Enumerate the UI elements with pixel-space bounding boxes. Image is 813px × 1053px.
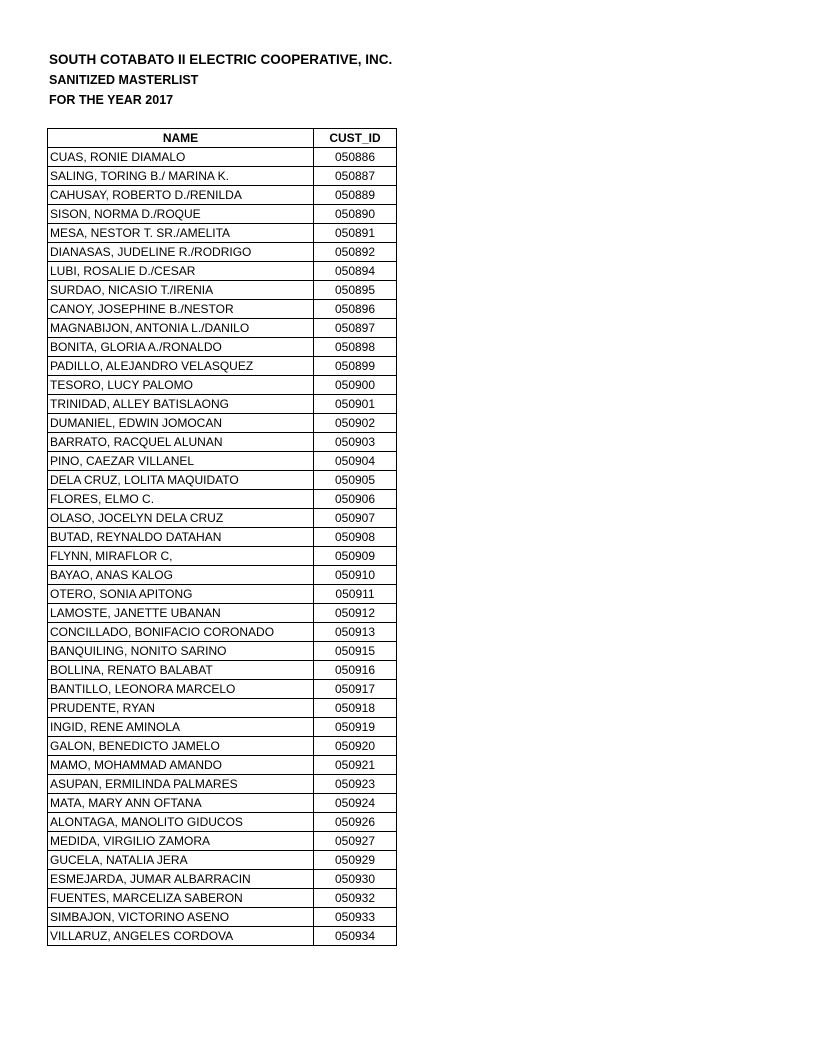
table-row (48, 604, 397, 623)
customer-name-cell: LUBI, ROSALIE D./CESAR (48, 262, 314, 281)
customer-name-cell: CONCILLADO, BONIFACIO CORONADO (48, 623, 314, 642)
table-row (48, 433, 397, 452)
table-body (48, 148, 397, 946)
table-row (48, 870, 397, 889)
customer-id-cell: 050895 (314, 281, 397, 300)
table-row (48, 205, 397, 224)
customer-name-cell: BUTAD, REYNALDO DATAHAN (48, 528, 314, 547)
customer-id-cell: 050896 (314, 300, 397, 319)
table-row (48, 642, 397, 661)
customer-name-cell: MATA, MARY ANN OFTANA (48, 794, 314, 813)
customer-id-cell: 050919 (314, 718, 397, 737)
table-row (48, 281, 397, 300)
customer-name-cell: ESMEJARDA, JUMAR ALBARRACIN (48, 870, 314, 889)
customer-name-cell: INGID, RENE AMINOLA (48, 718, 314, 737)
table-row (48, 566, 397, 585)
table-row (48, 756, 397, 775)
customer-id-cell: 050887 (314, 167, 397, 186)
table-row (48, 813, 397, 832)
customer-name-cell: PINO, CAEZAR VILLANEL (48, 452, 314, 471)
table-row (48, 775, 397, 794)
table-row (48, 908, 397, 927)
customer-id-cell: 050889 (314, 186, 397, 205)
customer-id-cell: 050909 (314, 547, 397, 566)
customer-id-cell: 050892 (314, 243, 397, 262)
table-row (48, 471, 397, 490)
customer-id-cell: 050906 (314, 490, 397, 509)
customer-id-cell: 050903 (314, 433, 397, 452)
customer-name-cell: DELA CRUZ, LOLITA MAQUIDATO (48, 471, 314, 490)
customer-name-cell: TESORO, LUCY PALOMO (48, 376, 314, 395)
customer-id-cell: 050927 (314, 832, 397, 851)
customer-id-cell: 050908 (314, 528, 397, 547)
table-row (48, 889, 397, 908)
customer-id-cell: 050921 (314, 756, 397, 775)
customer-id-cell: 050886 (314, 148, 397, 167)
customer-id-cell: 050932 (314, 889, 397, 908)
customer-id-cell: 050907 (314, 509, 397, 528)
table-row (48, 547, 397, 566)
table-row (48, 414, 397, 433)
table-row (48, 243, 397, 262)
customer-name-cell: GUCELA, NATALIA JERA (48, 851, 314, 870)
customer-name-cell: PRUDENTE, RYAN (48, 699, 314, 718)
customer-name-cell: TRINIDAD, ALLEY BATISLAONG (48, 395, 314, 414)
customer-name-cell: BANQUILING, NONITO SARINO (48, 642, 314, 661)
customer-name-cell: BARRATO, RACQUEL ALUNAN (48, 433, 314, 452)
customer-name-cell: OLASO, JOCELYN DELA CRUZ (48, 509, 314, 528)
customer-name-cell: DUMANIEL, EDWIN JOMOCAN (48, 414, 314, 433)
organization-title: SOUTH COTABATO II ELECTRIC COOPERATIVE, INC. (49, 52, 393, 67)
customer-name-cell: ALONTAGA, MANOLITO GIDUCOS (48, 813, 314, 832)
customer-id-cell: 050904 (314, 452, 397, 471)
table-row (48, 528, 397, 547)
customer-name-cell: BAYAO, ANAS KALOG (48, 566, 314, 585)
customer-name-cell: VILLARUZ, ANGELES CORDOVA (48, 927, 314, 946)
customer-name-cell: CUAS, RONIE DIAMALO (48, 148, 314, 167)
customer-name-cell: SURDAO, NICASIO T./IRENIA (48, 281, 314, 300)
customer-name-cell: FLYNN, MIRAFLOR C, (48, 547, 314, 566)
customer-id-cell: 050902 (314, 414, 397, 433)
customer-id-cell: 050915 (314, 642, 397, 661)
customer-name-cell: BANTILLO, LEONORA MARCELO (48, 680, 314, 699)
customer-id-cell: 050923 (314, 775, 397, 794)
table-row (48, 832, 397, 851)
customer-name-cell: SISON, NORMA D./ROQUE (48, 205, 314, 224)
customer-id-cell: 050926 (314, 813, 397, 832)
table-row (48, 927, 397, 946)
customer-name-cell: MAGNABIJON, ANTONIA L./DANILO (48, 319, 314, 338)
table-row (48, 490, 397, 509)
customer-name-cell: SIMBAJON, VICTORINO ASENO (48, 908, 314, 927)
table-row (48, 851, 397, 870)
customer-id-cell: 050912 (314, 604, 397, 623)
customer-name-cell: MAMO, MOHAMMAD AMANDO (48, 756, 314, 775)
table-row (48, 623, 397, 642)
customer-id-cell: 050891 (314, 224, 397, 243)
customer-name-cell: ASUPAN, ERMILINDA PALMARES (48, 775, 314, 794)
customer-name-cell: CANOY, JOSEPHINE B./NESTOR (48, 300, 314, 319)
customer-name-cell: SALING, TORING B./ MARINA K. (48, 167, 314, 186)
customer-id-cell: 050933 (314, 908, 397, 927)
customer-name-cell: BONITA, GLORIA A./RONALDO (48, 338, 314, 357)
customer-name-cell: FLORES, ELMO C. (48, 490, 314, 509)
table-row (48, 585, 397, 604)
customer-name-cell: FUENTES, MARCELIZA SABERON (48, 889, 314, 908)
customer-id-cell: 050894 (314, 262, 397, 281)
year-line: FOR THE YEAR 2017 (49, 93, 174, 107)
customer-id-cell: 050929 (314, 851, 397, 870)
table-row (48, 680, 397, 699)
table-row (48, 509, 397, 528)
cust-id-column-header: CUST_ID (314, 129, 397, 148)
table-row (48, 357, 397, 376)
customer-name-cell: PADILLO, ALEJANDRO VELASQUEZ (48, 357, 314, 376)
table-row (48, 300, 397, 319)
customer-id-cell: 050890 (314, 205, 397, 224)
customer-id-cell: 050913 (314, 623, 397, 642)
document-header (49, 50, 392, 110)
customer-name-cell: GALON, BENEDICTO JAMELO (48, 737, 314, 756)
table-header-row (48, 129, 397, 148)
customer-id-cell: 050899 (314, 357, 397, 376)
table-row (48, 794, 397, 813)
customer-id-cell: 050930 (314, 870, 397, 889)
customer-id-cell: 050897 (314, 319, 397, 338)
table-row (48, 338, 397, 357)
customer-id-cell: 050924 (314, 794, 397, 813)
table-row (48, 224, 397, 243)
table-row (48, 376, 397, 395)
table-row (48, 319, 397, 338)
table-row (48, 661, 397, 680)
customer-id-cell: 050905 (314, 471, 397, 490)
table-row (48, 452, 397, 471)
customer-id-cell: 050934 (314, 927, 397, 946)
table-row (48, 718, 397, 737)
customer-id-cell: 050900 (314, 376, 397, 395)
table-row (48, 262, 397, 281)
customer-name-cell: CAHUSAY, ROBERTO D./RENILDA (48, 186, 314, 205)
customer-name-cell: MEDIDA, VIRGILIO ZAMORA (48, 832, 314, 851)
table-row (48, 186, 397, 205)
customer-name-cell: DIANASAS, JUDELINE R./RODRIGO (48, 243, 314, 262)
customer-id-cell: 050916 (314, 661, 397, 680)
customer-id-cell: 050911 (314, 585, 397, 604)
customer-id-cell: 050910 (314, 566, 397, 585)
table-row (48, 699, 397, 718)
table-row (48, 395, 397, 414)
customer-id-cell: 050920 (314, 737, 397, 756)
table-row (48, 737, 397, 756)
customer-name-cell: BOLLINA, RENATO BALABAT (48, 661, 314, 680)
table-row (48, 148, 397, 167)
table-row (48, 167, 397, 186)
customer-id-cell: 050918 (314, 699, 397, 718)
customer-name-cell: OTERO, SONIA APITONG (48, 585, 314, 604)
masterlist-table (47, 128, 397, 946)
document-subtitle: SANITIZED MASTERLIST (49, 73, 199, 87)
customer-name-cell: MESA, NESTOR T. SR./AMELITA (48, 224, 314, 243)
customer-id-cell: 050898 (314, 338, 397, 357)
customer-id-cell: 050917 (314, 680, 397, 699)
customer-id-cell: 050901 (314, 395, 397, 414)
customer-name-cell: LAMOSTE, JANETTE UBANAN (48, 604, 314, 623)
name-column-header: NAME (48, 129, 314, 148)
